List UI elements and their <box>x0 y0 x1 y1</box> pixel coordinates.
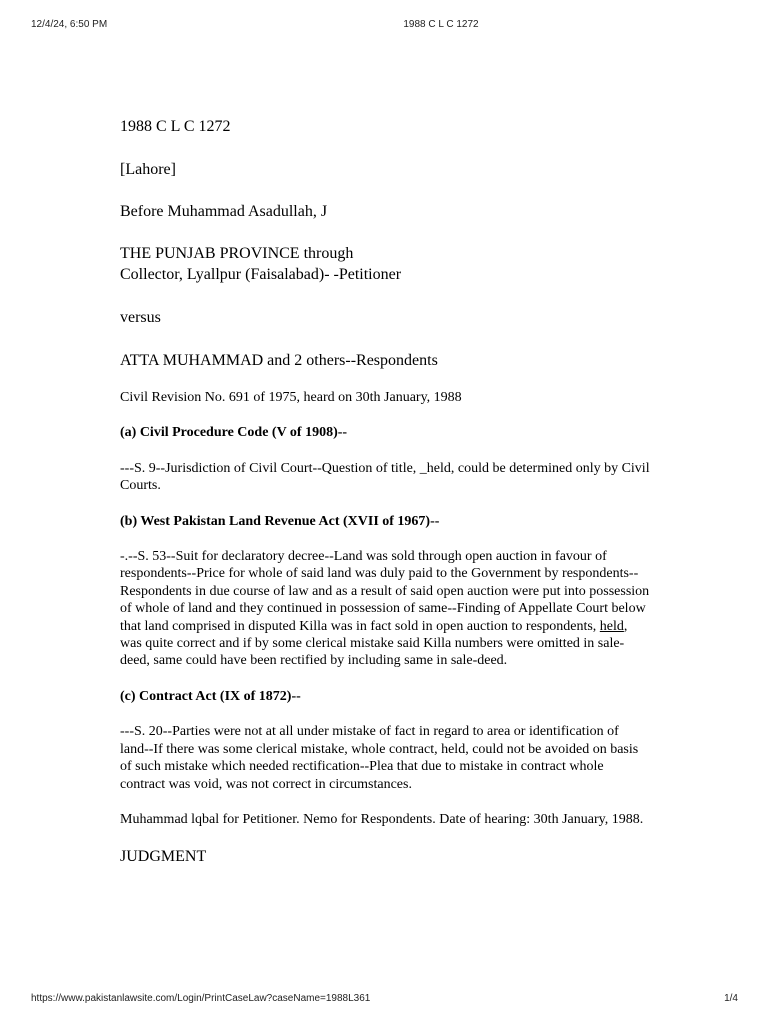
page-number: 1/4 <box>724 993 738 1004</box>
versus: versus <box>120 309 161 326</box>
headnote-heading: (c) Contract Act (IX of 1872)-- <box>120 688 301 704</box>
headnote-text: -.--S. 53--Suit for declaratory decree--Land was sold through open auction in favour of respondents--Price for whole of said land was duly paid to the Government by respondents--Respondents in due course of law and as a result of said open auction were put into possession of whole of land and they continued in possession of same--Finding of Appellate Court below that land comprised in disputed Killa was in fact sold in open auction to respondents, held, was quite correct and if by some clerical mistake said Killa numbers were omitted in sale-deed, same could have been rectified by including same in sale-deed. <box>120 549 650 669</box>
print-datetime: 12/4/24, 6:50 PM <box>31 19 108 30</box>
headnote-text: ---S. 20--Parties were not at all under mistake of fact in regard to area or identification of land--If there was some clerical mistake, whole contract, held, could not be avoided on basis of such mistake which needed rectification--Plea that due to mistake in contract whole contract was void, was not correct in circumstances. <box>120 724 639 792</box>
headnote-text: ---S. 9--Jurisdiction of Civil Court--Question of title, _held, could be determined only by Civil Courts. <box>120 460 650 494</box>
respondents: ATTA MUHAMMAD and 2 others--Respondents <box>120 352 438 369</box>
bench: Before Muhammad Asadullah, J <box>120 203 328 220</box>
headnote-heading: (b) West Pakistan Land Revenue Act (XVII of 1967)-- <box>120 513 440 529</box>
petitioner-line-1: THE PUNJAB PROVINCE through <box>120 245 354 262</box>
court-name: [Lahore] <box>120 161 176 178</box>
judgment-heading: JUDGMENT <box>120 848 207 866</box>
petitioner-line-2: Collector, Lyallpur (Faisalabad)- -Petitioner <box>120 266 402 283</box>
case-document <box>120 116 650 867</box>
print-page-title: 1988 C L C 1272 <box>403 19 479 30</box>
held-underlined: held <box>599 618 624 634</box>
headnote-heading: (a) Civil Procedure Code (V of 1908)-- <box>120 425 348 441</box>
counsel-info: Muhammad lqbal for Petitioner. Nemo for Respondents. Date of hearing: 30th January, 1988. <box>120 811 644 827</box>
print-url: https://www.pakistanlawsite.com/Login/PrintCaseLaw?caseName=1988L361 <box>31 993 371 1004</box>
case-citation: 1988 C L C 1272 <box>120 118 231 135</box>
revision-info: Civil Revision No. 691 of 1975, heard on 30th January, 1988 <box>120 390 462 405</box>
